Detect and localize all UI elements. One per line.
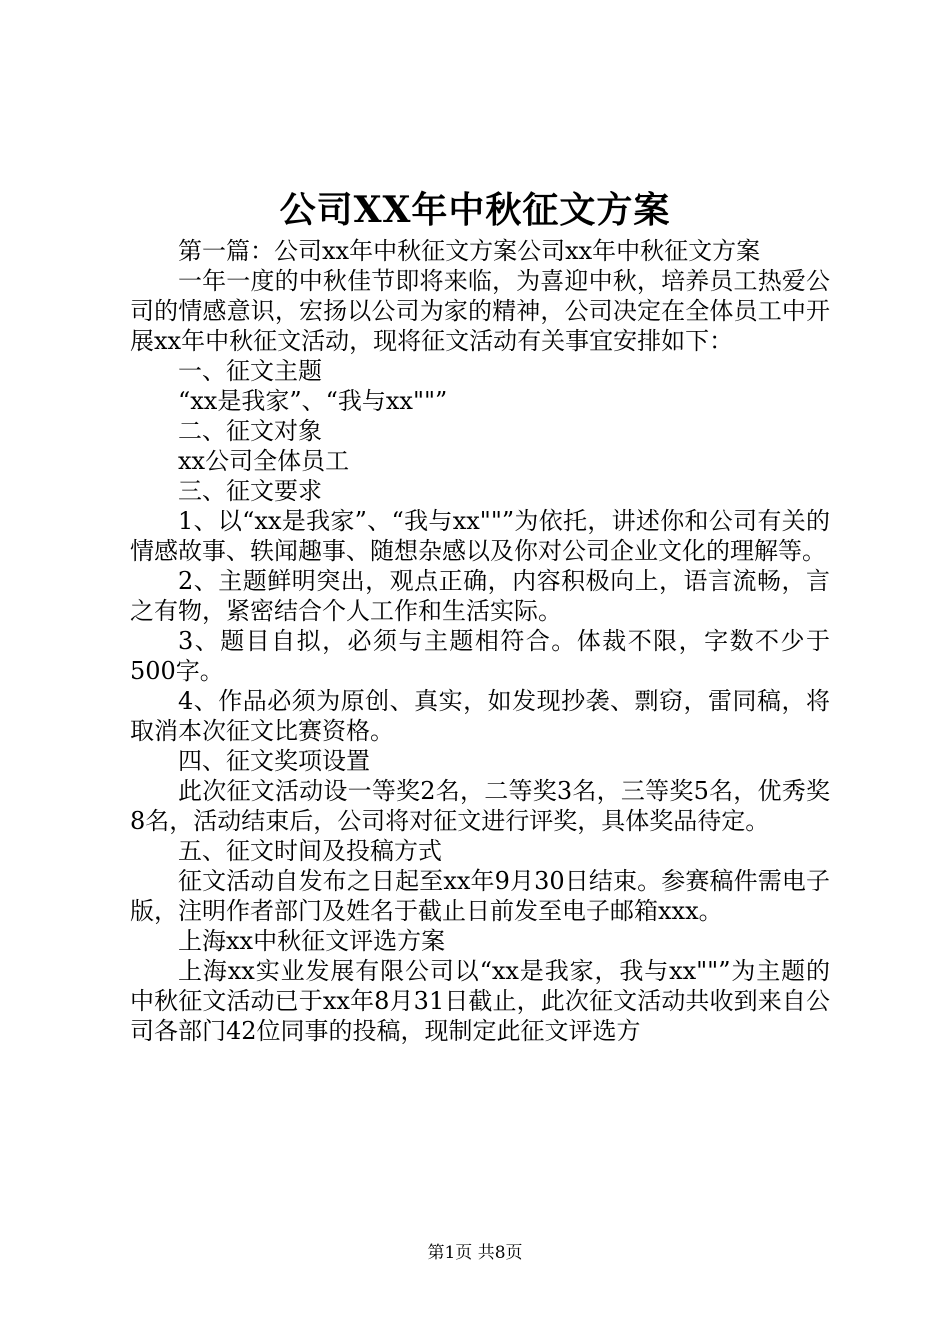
paragraph-requirement-1: 1、以“xx是我家”、“我与xx""”为依托，讲述你和公司有关的情感故事、轶闻趣事、随想杂感以及你对公司企业文化的理解等。 bbox=[130, 507, 830, 565]
paragraph-audience: xx公司全体员工 bbox=[178, 447, 350, 475]
paragraph-awards: 此次征文活动设一等奖2名，二等奖3名，三等奖5名，优秀奖8名，活动结束后，公司将对征文进行评奖，具体奖品待定。 bbox=[130, 777, 830, 835]
paragraph-evaluation: 上海xx实业发展有限公司以“xx是我家，我与xx""”为主题的中秋征文活动已于xx年8月31日截止，此次征文活动共收到来自公司各部门42位同事的投稿，现制定此征文评选方 bbox=[130, 957, 830, 1045]
paragraph-requirement-3: 3、题目自拟，必须与主题相符合。体裁不限，字数不少于500字。 bbox=[130, 627, 830, 685]
page-number: 第1页 共8页 bbox=[427, 1243, 523, 1263]
paragraph-requirement-2: 2、主题鲜明突出，观点正确，内容积极向上，语言流畅，言之有物，紧密结合个人工作和生活实际。 bbox=[130, 567, 830, 625]
paragraph-heading-part-one: 第一篇：公司xx年中秋征文方案公司xx年中秋征文方案 bbox=[178, 237, 761, 265]
section-heading-audience: 二、征文对象 bbox=[178, 417, 322, 445]
section-heading-awards: 四、征文奖项设置 bbox=[178, 747, 370, 775]
paragraph-schedule: 征文活动自发布之日起至xx年9月30日结束。参赛稿件需电子版，注明作者部门及姓名于截止日前发至电子邮箱xxx。 bbox=[130, 867, 830, 925]
section-heading-evaluation: 上海xx中秋征文评选方案 bbox=[178, 927, 446, 955]
paragraph-requirement-4: 4、作品必须为原创、真实，如发现抄袭、剽窃，雷同稿，将取消本次征文比赛资格。 bbox=[130, 687, 830, 745]
document-body bbox=[130, 236, 830, 1046]
paragraph-theme: “xx是我家”、“我与xx""” bbox=[178, 387, 448, 415]
section-heading-schedule: 五、征文时间及投稿方式 bbox=[178, 837, 442, 865]
document-title: 公司XX年中秋征文方案 bbox=[279, 189, 671, 231]
section-heading-requirements: 三、征文要求 bbox=[178, 477, 322, 505]
paragraph-intro: 一年一度的中秋佳节即将来临，为喜迎中秋，培养员工热爱公司的情感意识，宏扬以公司为家的精神，公司决定在全体员工中开展xx年中秋征文活动，现将征文活动有关事宜安排如下： bbox=[130, 267, 830, 355]
section-heading-theme: 一、征文主题 bbox=[178, 357, 322, 385]
